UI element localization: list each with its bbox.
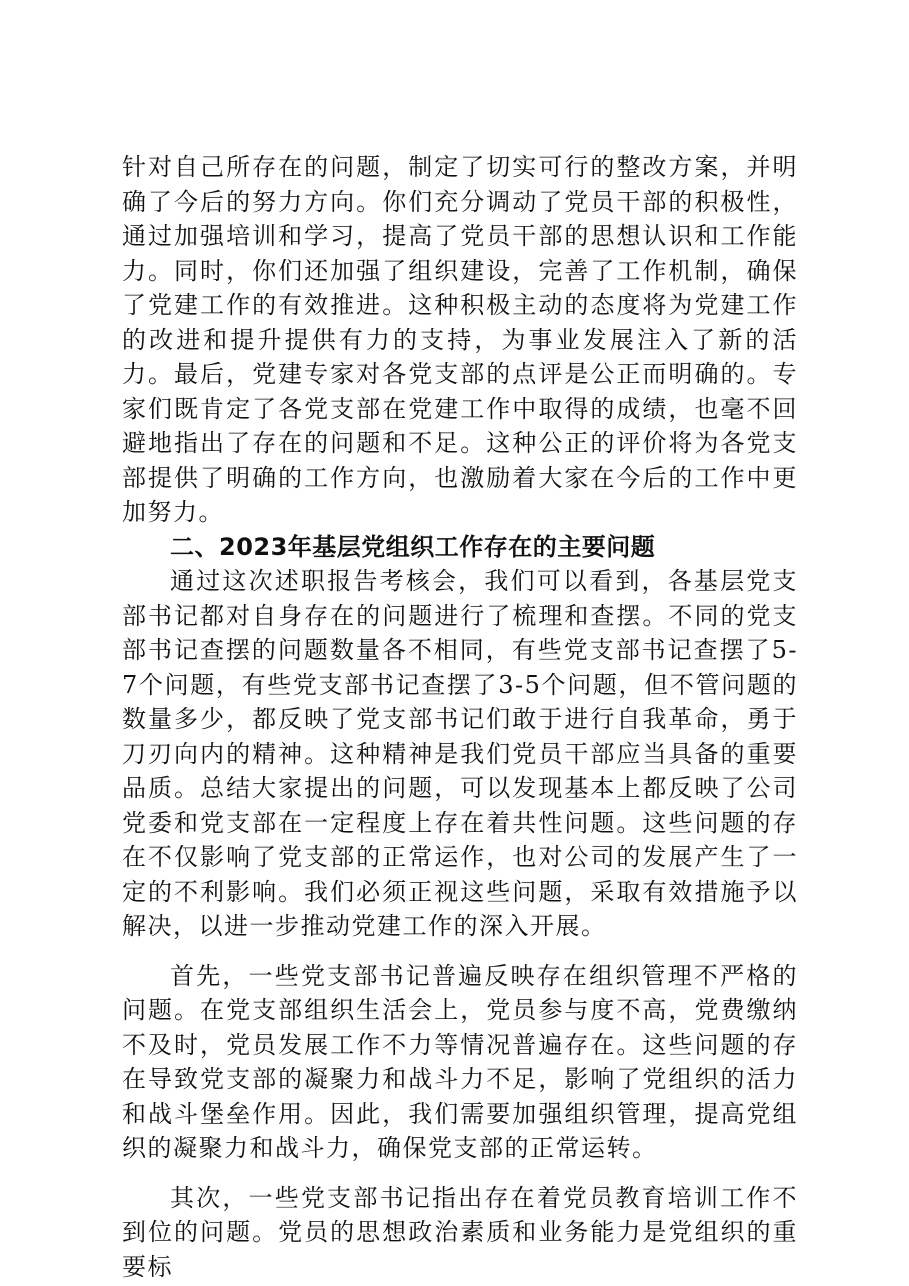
body-paragraph: 首先，一些党支部书记普遍反映存在组织管理不严格的问题。在党支部组织生活会上，党员参与度不高，党费缴纳不及时，党员发展工作不力等情况普遍存在。这些问题的存在导致党支部的凝聚力和战斗力不足，影响了党组织的活力和战斗堡垒作用。因此，我们需要加强组织管理，提高党组织的凝聚力和战斗力，确保党支部的正常运转。: [122, 961, 798, 1162]
document-body: [122, 150, 798, 1284]
section-heading: 二、2023年基层党组织工作存在的主要问题: [170, 532, 656, 561]
body-paragraph: 通过这次述职报告考核会，我们可以看到，各基层党支部书记都对自身存在的问题进行了梳理和查摆。不同的党支部书记查摆的问题数量各不相同，有些党支部书记查摆了5-7个问题，有些党支部书记查摆了3-5个问题，但不管问题的数量多少，都反映了党支部书记们敢于进行自我革命，勇于刀刃向内的精神。这种精神是我们党员干部应当具备的重要品质。总结大家提出的问题，可以发现基本上都反映了公司党委和党支部在一定程度上存在着共性问题。这些问题的存在不仅影响了党支部的正常运作，也对公司的发展产生了一定的不利影响。我们必须正视这些问题，采取有效措施予以解决，以进一步推动党建工作的深入开展。: [122, 567, 798, 940]
body-paragraph: 其次，一些党支部书记指出存在着党员教育培训工作不到位的问题。党员的思想政治素质和业务能力是党组织的重要标: [122, 1183, 798, 1281]
body-paragraph-continued: 针对自己所存在的问题，制定了切实可行的整改方案，并明确了今后的努力方向。你们充分调动了党员干部的积极性，通过加强培训和学习，提高了党员干部的思想认识和工作能力。同时，你们还加强了组织建设，完善了工作机制，确保了党建工作的有效推进。这种积极主动的态度将为党建工作的改进和提升提供有力的支持，为事业发展注入了新的活力。最后，党建专家对各党支部的点评是公正而明确的。专家们既肯定了各党支部在党建工作中取得的成绩，也毫不回避地指出了存在的问题和不足。这种公正的评价将为各党支部提供了明确的工作方向，也激励着大家在今后的工作中更加努力。: [122, 153, 798, 526]
